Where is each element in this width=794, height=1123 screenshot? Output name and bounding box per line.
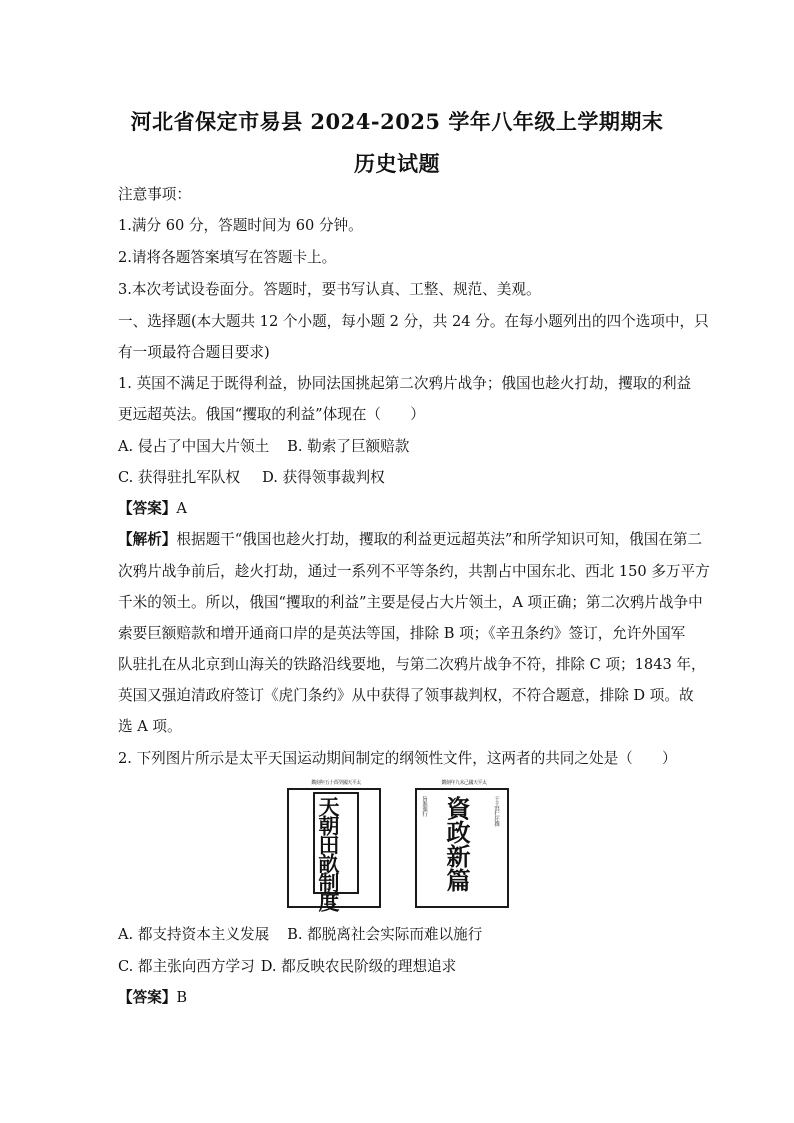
question-1-analysis-line-4: 索要巨额赔款和增开通商口岸的是英法等国，排除 B 项；《辛丑条约》签订，允许外国军 [118, 625, 686, 642]
doc1-title-chars: 天朝田畝制度 [316, 796, 341, 910]
question-1-analysis-line-6: 英国又强迫清政府签订《虎门条约》从中获得了领事裁判权，不符合题意，排除 D 项。故 [118, 687, 694, 704]
analysis-text: 根据题干“俄国也趁火打劫，攫取的利益更远超英法”和所学知识可知，俄国在第二 [176, 531, 703, 548]
question-1-stem-line-1: 1. 英国不满足于既得利益，协同法国挑起第二次鸦片战争；俄国也趁火打劫，攫取的利益 [118, 375, 692, 392]
option-d: D. 都反映农民阶级的理想追求 [260, 958, 457, 975]
question-1-analysis-line-5: 队驻扎在从北京到山海关的铁路沿线要地，与第二次鸦片战争不符，排除 C 项；1843 年， [118, 656, 706, 673]
option-c: C. 获得驻扎军队权 [118, 469, 241, 486]
page-subtitle: 历史试题 [354, 151, 440, 176]
notice-heading: 注意事项： [118, 186, 191, 203]
question-1-analysis-line-7: 选 A 项。 [118, 718, 182, 735]
doc2-side-right: 干王洪仁玕撰 [493, 796, 499, 826]
question-1-analysis-line-3: 千米的领土。所以，俄国“攫取的利益”主要是侵占大片领土，A 项正确；第二次鸦片战争中 [118, 594, 703, 611]
question-1-options-row-2 [118, 468, 678, 488]
doc2-side-left: 旨准頒行 [421, 796, 427, 816]
question-2-stem: 2. 下列图片所示是太平天国运动期间制定的纲领性文件，这两者的共同之处是（ ） [118, 750, 677, 767]
question-2-options-row-1 [118, 925, 678, 945]
answer-label: 【答案】 [118, 989, 177, 1006]
analysis-label: 【解析】 [118, 531, 177, 548]
option-d: D. 获得领事裁判权 [262, 469, 385, 486]
section-heading-line-1: 一、选择题(本大题共 12 个小题，每小题 2 分，共 24 分。在每小题列出的四个选项中，只 [118, 313, 709, 330]
option-b: B. 都脱离社会实际而难以施行 [287, 926, 483, 943]
option-c: C. 都主张向西方学习 [118, 958, 255, 975]
notice-item-3: 3.本次考试设卷面分。答题时，要书写认真、工整、规范、美观。 [118, 281, 541, 298]
option-a: A. 都支持资本主义发展 [118, 926, 270, 943]
option-a: A. 侵占了中国大片领土 [118, 438, 270, 455]
notice-item-2: 2.请将各题答案填写在答题卡上。 [118, 249, 337, 266]
doc2-title-chars: 資政新篇 [442, 796, 471, 892]
answer-value: A [176, 500, 187, 517]
answer-label: 【答案】 [118, 500, 177, 517]
option-b: B. 勒索了巨额赔款 [287, 438, 410, 455]
tianchao-tianmu-zhidu-image [287, 780, 385, 910]
question-1-stem-line-2: 更远超英法。俄国“攫取的利益”体现在（ ） [118, 406, 425, 423]
zizheng-xinpian-image [415, 780, 513, 910]
question-1-analysis-line-2: 次鸦片战争前后，趁火打劫，通过一系列不平等条约，共割占中国东北、西北 150 多万平方 [118, 563, 710, 580]
question-2-figure [287, 780, 511, 910]
doc2-header: 鐫刻年九未己國天平太 [441, 780, 487, 786]
page-title: 河北省保定市易县 2024-2025 学年八年级上学期期末 [130, 109, 664, 134]
doc1-header: 鐫刻年五十酉癸國天平太 [311, 780, 361, 786]
answer-value: B [176, 989, 188, 1006]
question-2-answer [118, 988, 678, 1008]
question-1-options-row-1 [118, 437, 678, 457]
question-2-options-row-2 [118, 957, 678, 977]
question-1-analysis-line-1 [118, 530, 703, 550]
notice-item-1: 1.满分 60 分，答题时间为 60 分钟。 [118, 217, 363, 234]
section-heading-line-2: 有一项最符合题目要求) [118, 344, 270, 361]
question-1-answer [118, 499, 678, 519]
